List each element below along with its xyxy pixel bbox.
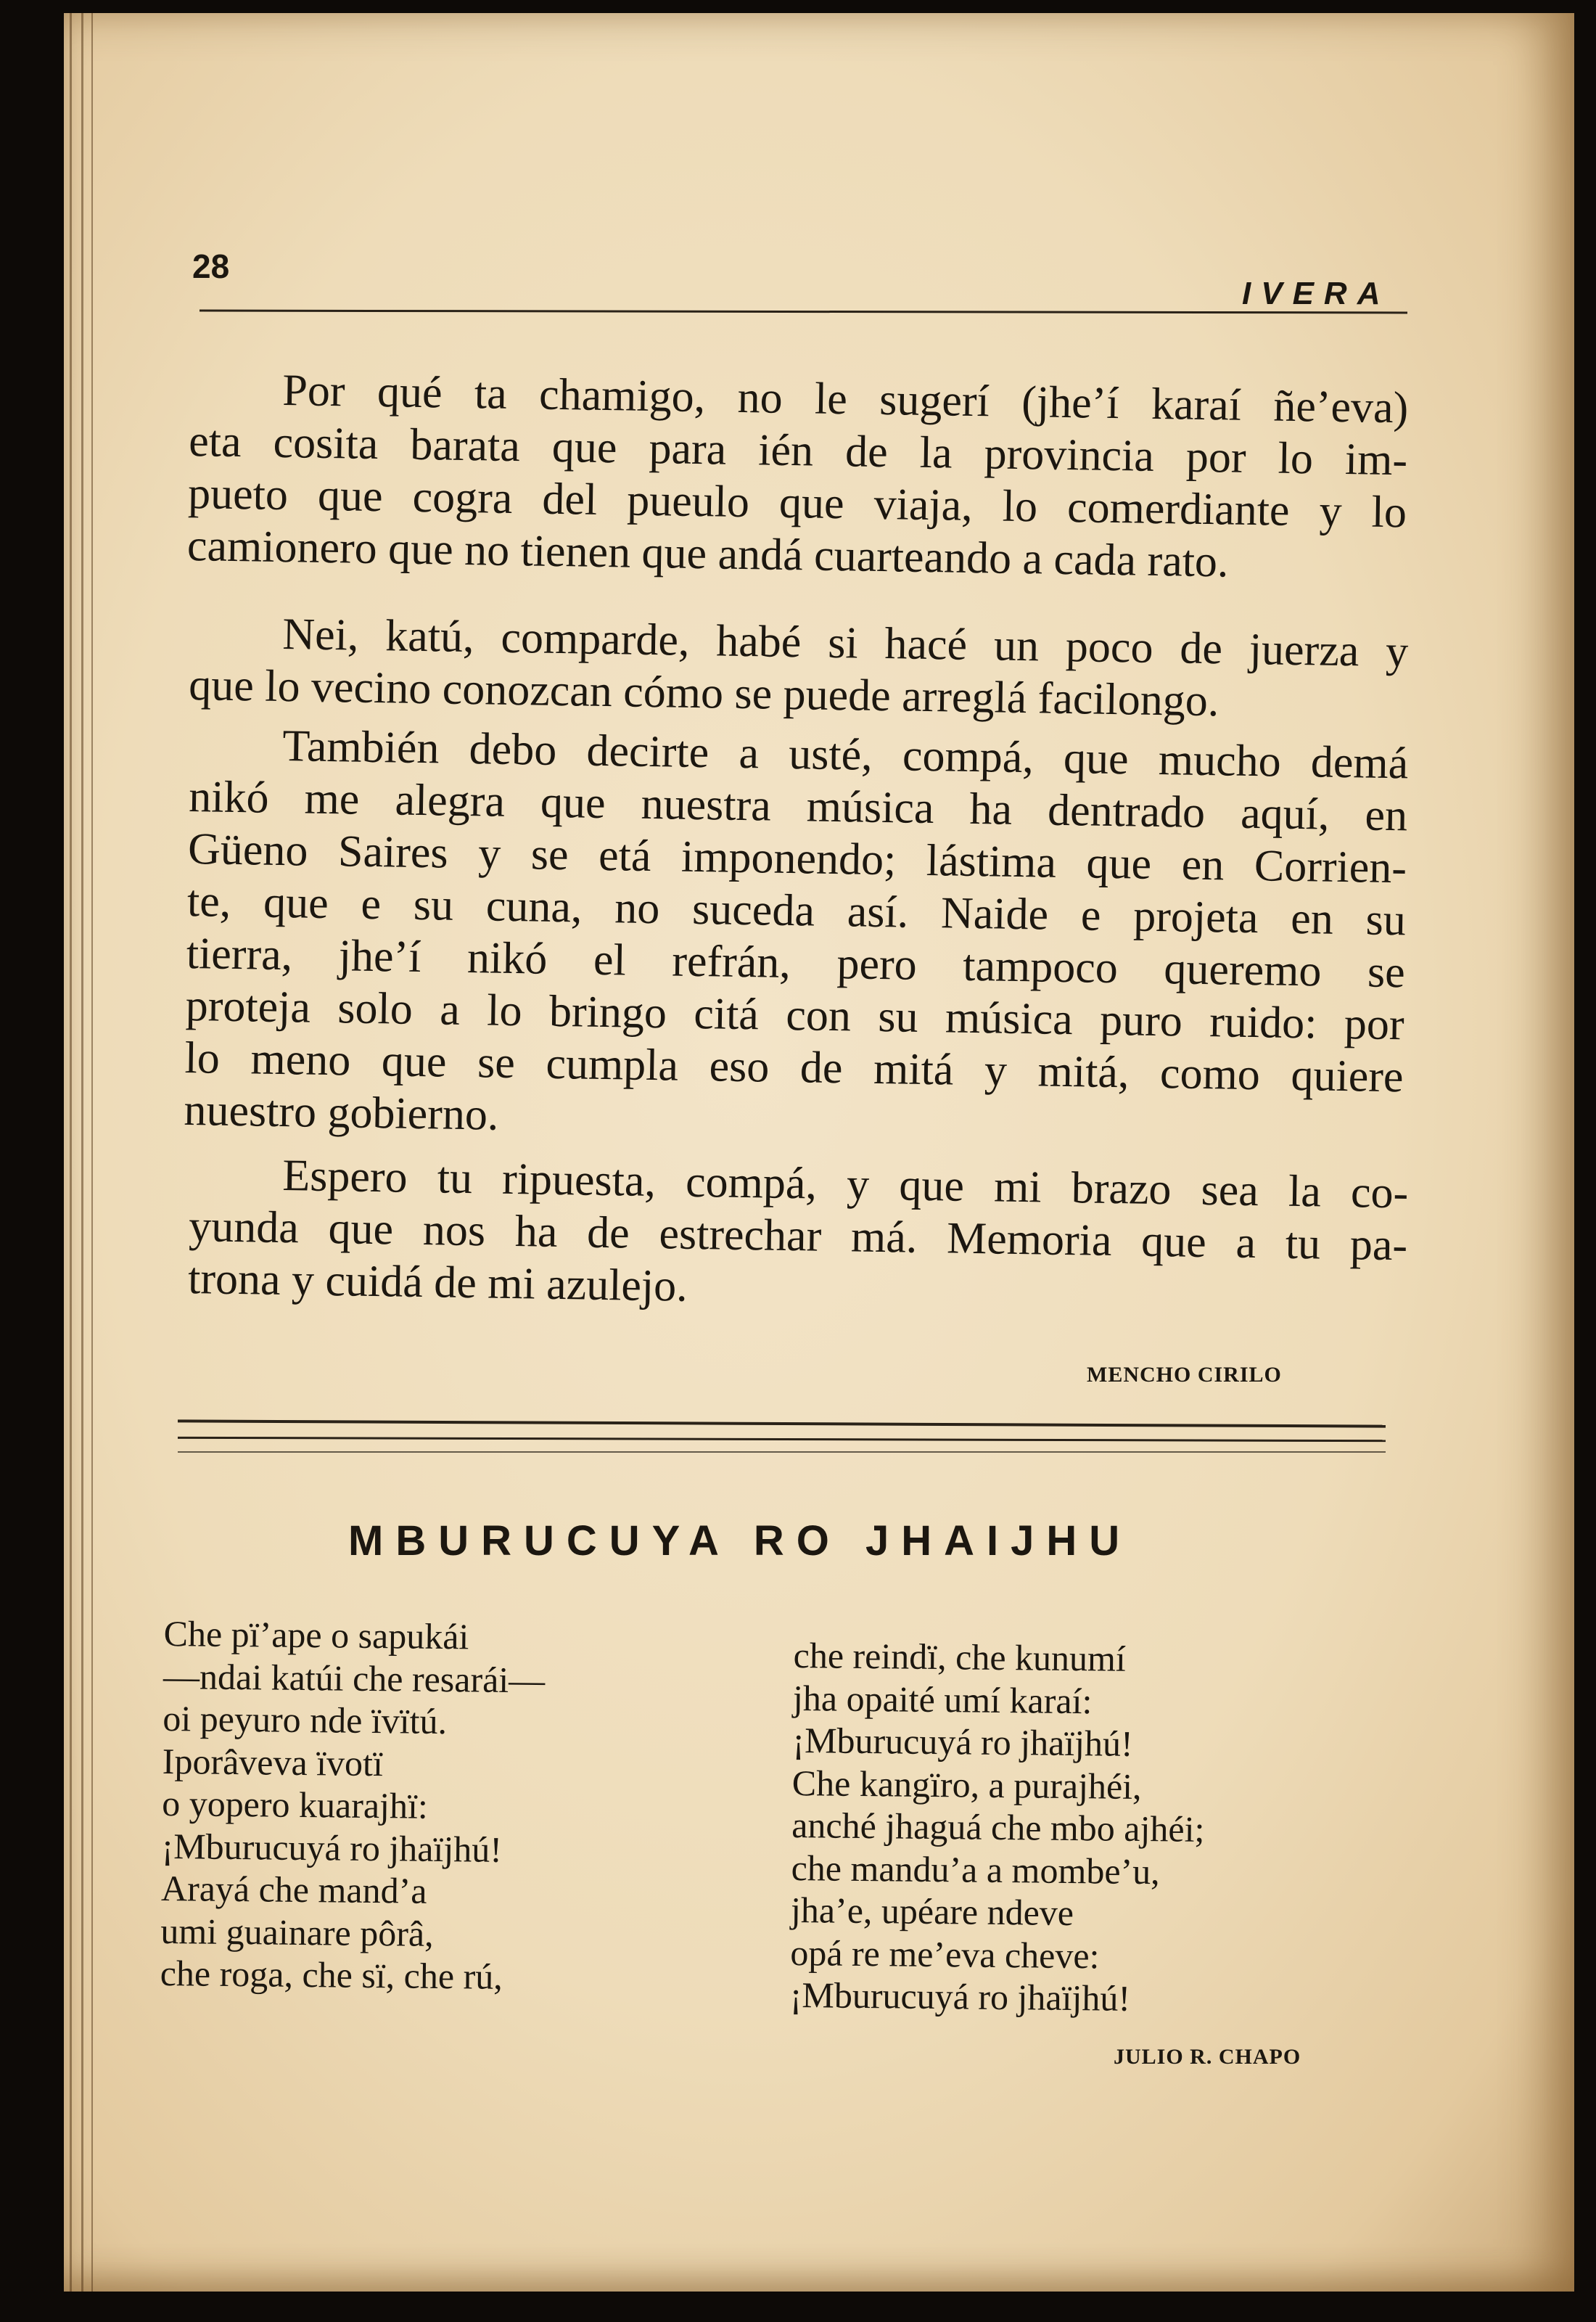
text-line: Güeno Saires y se etá imponendo; lástima que en Corrien- bbox=[187, 824, 1407, 893]
poem-author: JULIO R. CHAPO bbox=[1114, 2045, 1301, 2069]
text-line: tierra, jhe’í nikó el refrán, pero tampoco queremo se bbox=[186, 928, 1406, 998]
letter-paragraph bbox=[184, 718, 1409, 1155]
poem-verse: che reindï, che kunumí bbox=[793, 1635, 1127, 1679]
poem-verse: ¡Mburucuyá ro jhaïjhú! bbox=[789, 1974, 1131, 2019]
letter-signature: MENCHO CIRILO bbox=[1087, 1363, 1282, 1387]
letter-paragraph bbox=[186, 363, 1408, 591]
text-line: nikó me alegra que nuestra música ha dentrado aquí, en bbox=[188, 771, 1408, 841]
text-line: proteja solo a lo bringo citá con su música puro ruido: por bbox=[185, 980, 1405, 1050]
text-line: Nei, katú, comparde, habé si hacé un poco de juerza y bbox=[281, 610, 1409, 677]
running-title: IVERA bbox=[1242, 276, 1391, 311]
poem-verse: oi peyuro nde ïvïtú. bbox=[163, 1697, 448, 1742]
text-line: te, que e su cuna, no suceda así. Naide e projeta en su bbox=[186, 876, 1407, 945]
text-line: trona y cuidá de mi azulejo. bbox=[187, 1253, 688, 1311]
text-line: lo meno que se cumpla eso de mitá y mitá, como quiere bbox=[184, 1033, 1404, 1102]
poem-right-column bbox=[789, 1634, 1206, 2020]
text-line: que lo vecino conozcan cómo se puede arreglá facilongo. bbox=[188, 660, 1219, 726]
poem-verse: che mandu’a a mombe’u, bbox=[791, 1847, 1161, 1892]
text-line: Espero tu ripuesta, compá, y que mi brazo sea la co- bbox=[281, 1151, 1409, 1218]
poem-title: MBURUCUYA RO JHAIJHU bbox=[348, 1517, 1132, 1564]
poem-left-column bbox=[160, 1612, 546, 1998]
page-edge bbox=[81, 13, 83, 2292]
page-number: 28 bbox=[192, 247, 230, 285]
page-edge bbox=[70, 13, 72, 2292]
poem-verse: jha’e, upéare ndeve bbox=[790, 1889, 1074, 1934]
poem-verse: ¡Mburucuyá ro jhaïjhú! bbox=[792, 1719, 1134, 1764]
text-line: camionero que no tienen que andá cuarteando a cada rato. bbox=[186, 520, 1230, 587]
poem-verse: jha opaité umí karaí: bbox=[792, 1677, 1093, 1721]
text-line: También debo decirte a usté, compá, que mucho demá bbox=[281, 721, 1409, 789]
poem-verse: Arayá che mand’a bbox=[160, 1867, 427, 1911]
letter-paragraph bbox=[189, 607, 1409, 730]
text-line: Por qué ta chamigo, no le sugerí (jhe’í karaí ñe’eva) bbox=[281, 366, 1409, 433]
text-line: pueto que cogra del pueulo que viaja, lo comerdiante y lo bbox=[187, 468, 1407, 538]
text-line: eta cosita barata que para ién de la provincia por lo im- bbox=[188, 416, 1408, 485]
poem-verse: —ndai katúi che resarái— bbox=[163, 1655, 546, 1701]
poem-verse: o yopero kuarajhï: bbox=[161, 1782, 429, 1826]
poem-verse: che roga, che sï, che rú, bbox=[160, 1952, 503, 1997]
poem-verse: anché jhaguá che mbo ajhéi; bbox=[791, 1804, 1205, 1850]
section-rule bbox=[178, 1451, 1386, 1453]
poem-verse: ¡Mburucuyá ro jhaïjhú! bbox=[161, 1825, 503, 1870]
poem-verse: Che kangïro, a purajhéi, bbox=[791, 1762, 1142, 1807]
text-line: nuestro gobierno. bbox=[183, 1085, 499, 1140]
poem-verse: Iporâveva ïvotï bbox=[162, 1740, 384, 1784]
text-line: yunda que nos ha de estrechar má. Memoria que a tu pa- bbox=[188, 1201, 1408, 1271]
poem-verse: opá re me’eva cheve: bbox=[790, 1932, 1100, 1976]
poem-verse: umi guainare pôrâ, bbox=[160, 1910, 434, 1954]
page-edge bbox=[91, 13, 93, 2292]
poem-verse: Che pï’ape o sapukái bbox=[163, 1613, 469, 1657]
letter-paragraph bbox=[188, 1148, 1409, 1324]
